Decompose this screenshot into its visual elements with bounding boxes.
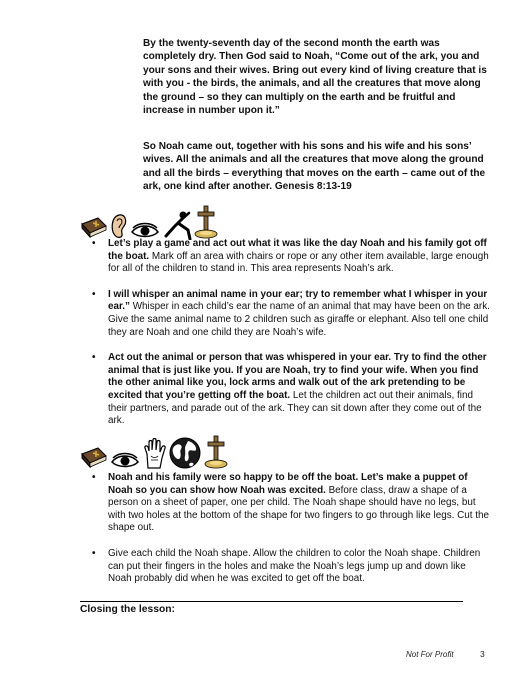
footer-text: Not For Profit: [406, 650, 454, 659]
instruction-text: Give each child the Noah shape. Allow the children to color the Noah shape. Children can put their fingers in the holes and make the Noah’s legs jump up and down like Noah probably did when he was excited to get off the boat.: [108, 547, 481, 585]
list-item: [92, 238, 490, 276]
activity-list: [92, 238, 490, 441]
bible-icon: [80, 214, 108, 240]
page-number: 3: [480, 649, 485, 659]
instruction-bold: Noah and his family were so happy to be off the boat. Let’s make a puppet of Noah so you can show how Noah was excited.: [108, 472, 468, 496]
instruction-text: Let the children act out their animals, find their partners, and parade out of the ark. They can sit down after they come out of the ark.: [108, 389, 482, 427]
scripture-text: By the twenty-seventh day of the second month the earth was completely dry. Then God said to Noah, “Come out of the ark, you and your sons and their wives. Bring out every kind of living creature that is with you - the birds, the animals, and all the creatures that move along the ground – so they can multiply on the earth and be fruitful and increase in number upon it.”: [143, 38, 487, 117]
list-item: [92, 548, 490, 586]
ear-icon: [110, 212, 128, 240]
scripture-paragraph: [143, 140, 488, 194]
instruction-text: Whisper in each child’s ear the name of an animal that may have been on the ark. Give the same animal name to 2 children such as giraffe or elephant. Also tell one child they are Noah and one child they are Noah’s wife.: [108, 301, 490, 338]
list-item: [92, 472, 490, 535]
instruction-bold: I will whisper an animal name in your ear; try to remember what I whisper in your ear.”: [108, 288, 488, 313]
scripture-text: So Noah came out, together with his sons and his wife and his sons’ wives. All the animals and all the creatures that move along the ground and all the birds – everything that moves on the earth – came out of the ark, one kind after another. Genesis 8:13-19: [143, 141, 486, 193]
instruction-bold: Act out the animal or person that was whispered in your ear. Try to find the other animal that is just like you. If you are Noah, try to find your wife. When you find the other animal like you, lock arms and walk out of the ark pretending to be excited that you’re getting off the boat.: [108, 352, 487, 401]
instruction-text: Before class, draw a shape of a person on a sheet of paper, one per child. The Noah shape should have no legs, but with two holes at the bottom of the shape for two fingers to go through like legs. Cut the shape out.: [108, 484, 489, 534]
eye-icon: [110, 452, 140, 470]
section-heading: Closing the lesson:: [80, 604, 175, 615]
hand-icon: [142, 438, 166, 470]
cross-icon: [204, 434, 228, 470]
cross-icon: [194, 204, 218, 240]
activity-icon-row: [80, 200, 218, 240]
activity-list: [92, 472, 490, 599]
list-item: [92, 289, 490, 339]
instruction-bold: Let’s play a game and act out what it was like the day Noah and his family got off the boat.: [108, 238, 487, 262]
activity-icon-row: [80, 430, 228, 470]
section-divider: [80, 601, 463, 602]
instruction-text: Mark off an area with chairs or rope or any other item available, large enough for all of the children to stand in. This area represents Noah’s ark.: [108, 250, 489, 275]
globe-icon: [168, 436, 202, 470]
movement-icon: [162, 210, 192, 240]
scripture-paragraph: [143, 37, 488, 117]
list-item: [92, 352, 490, 428]
bible-icon: [80, 444, 108, 470]
